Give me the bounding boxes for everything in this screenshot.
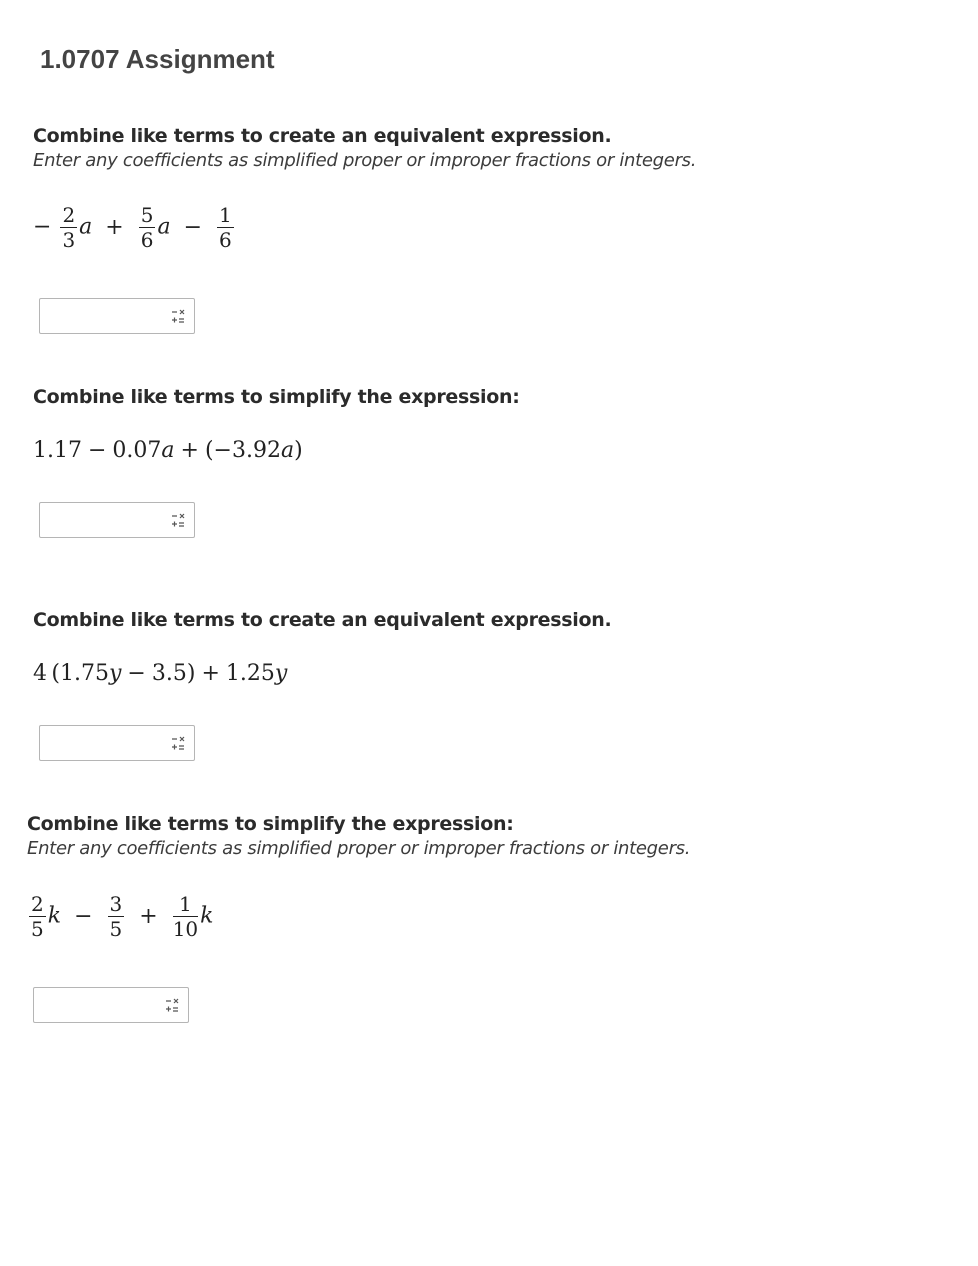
variable: a: [157, 214, 171, 240]
term: (−3.92: [204, 438, 281, 463]
operator: −: [33, 214, 52, 240]
operator: −: [74, 903, 93, 929]
math-expression: [27, 893, 213, 940]
numerator: 5: [140, 203, 154, 227]
denominator: 6: [219, 228, 232, 252]
variable: a: [280, 438, 295, 463]
operator: +: [180, 438, 199, 463]
fraction: [217, 204, 234, 251]
term: 0.07: [112, 438, 162, 463]
denominator: 6: [140, 228, 154, 252]
operator: −: [183, 214, 203, 240]
numerator: 3: [109, 892, 123, 916]
term: 3.5: [151, 661, 187, 686]
question-note: Enter any coefficients as simplified proper or improper fractions or integers.: [27, 838, 691, 859]
fraction: [29, 893, 46, 940]
question-prompt: Combine like terms to simplify the expression:: [33, 386, 520, 408]
numerator: 2: [62, 203, 76, 227]
answer-input[interactable]: [39, 502, 195, 538]
operator: +: [105, 214, 124, 240]
variable: a: [79, 214, 93, 240]
question-2: [33, 385, 520, 409]
numerator: 2: [31, 892, 44, 916]
numerator: 1: [219, 203, 232, 227]
denominator: 10: [172, 917, 199, 941]
operator: −: [87, 438, 107, 463]
question-1: [33, 124, 696, 174]
question-prompt: Combine like terms to create an equivalent expression.: [33, 609, 612, 631]
paren: ): [186, 661, 196, 686]
math-keyboard-icon[interactable]: [171, 736, 185, 752]
question-prompt: Combine like terms to simplify the expression:: [27, 813, 514, 835]
fraction: [173, 893, 198, 940]
answer-input[interactable]: [39, 725, 195, 761]
term: 1.17: [33, 438, 82, 463]
variable: y: [108, 661, 122, 686]
question-prompt: Combine like terms to create an equivalent expression.: [33, 125, 612, 147]
variable: y: [274, 661, 288, 686]
variable: a: [161, 438, 175, 463]
operator: −: [127, 661, 146, 686]
answer-input[interactable]: [39, 298, 195, 334]
operator: +: [201, 661, 220, 686]
question-4: [27, 812, 690, 862]
fraction: [139, 204, 156, 251]
math-keyboard-icon[interactable]: [171, 513, 185, 529]
denominator: 5: [109, 917, 123, 941]
numerator: 1: [173, 893, 198, 917]
operator: +: [139, 903, 158, 929]
math-expression: [33, 438, 303, 463]
math-keyboard-icon[interactable]: [171, 309, 185, 325]
fraction: [108, 893, 125, 940]
question-note: Enter any coefficients as simplified proper or improper fractions or integers.: [33, 150, 697, 171]
denominator: 3: [62, 228, 76, 252]
fraction: [60, 204, 77, 251]
answer-input[interactable]: [33, 987, 189, 1023]
page-title: 1.0707 Assignment: [40, 44, 275, 74]
math-expression: [33, 204, 236, 251]
variable: k: [200, 903, 214, 929]
term: 1.25: [225, 661, 275, 686]
term: 4: [33, 661, 47, 686]
paren: ): [294, 438, 303, 463]
question-3: [33, 608, 611, 632]
math-expression: [33, 661, 287, 686]
term: (1.75: [51, 661, 109, 686]
denominator: 5: [31, 917, 44, 941]
variable: k: [47, 903, 62, 929]
math-keyboard-icon[interactable]: [165, 998, 179, 1014]
